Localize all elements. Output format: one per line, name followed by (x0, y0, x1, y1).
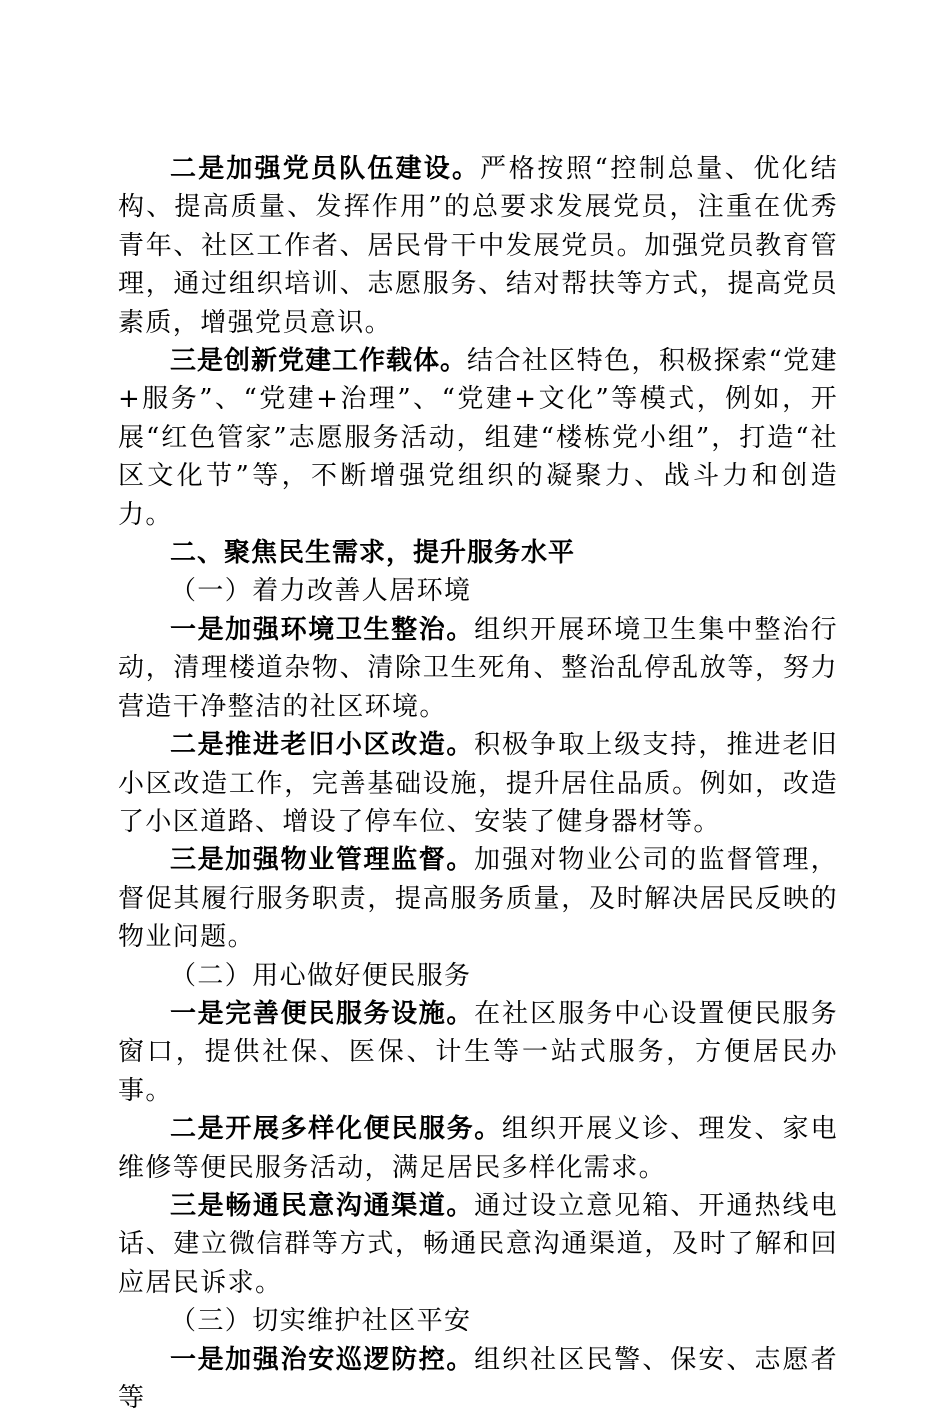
paragraph-text: 结合社区特色，积极探索“党建+服务”、“党建+治理”、“党建+文化”等模式，例如，开展“红色管家”志愿服务活动，组建“楼栋党小组”，打造“社区文化节”等，不断增强党组织的凝聚力、战斗力和创造力。 (118, 346, 838, 530)
paragraph-security-patrol (118, 1341, 838, 1417)
paragraph-service-facilities (118, 995, 838, 1110)
paragraph-lead: 一是完善便民服务设施。 (170, 998, 475, 1029)
paragraph-text: 加强对物业公司的监督管理，督促其履行服务职责，提高服务质量，及时解决居民反映的物业问题。 (118, 845, 838, 953)
paragraph-text: 组织开展环境卫生集中整治行动，清理楼道杂物、清除卫生死角、整治乱停乱放等，努力营造干净整洁的社区环境。 (118, 614, 838, 722)
paragraph-property-management (118, 841, 838, 956)
section-heading: 二、聚焦民生需求，提升服务水平 (170, 538, 576, 569)
paragraph-lead: 三是加强物业管理监督。 (170, 845, 475, 876)
subsection-heading: （一）着力改善人居环境 (170, 576, 472, 607)
paragraph-party-member-team (118, 150, 838, 342)
document-body (118, 150, 838, 1417)
paragraph-text: 通过设立意见箱、开通热线电话、建立微信群等方式，畅通民意沟通渠道，及时了解和回应居民诉求。 (118, 1190, 838, 1298)
paragraph-text: 严格按照“控制总量、优化结构、提高质量、发挥作用”的总要求发展党员，注重在优秀青年、社区工作者、居民骨干中发展党员。加强党员教育管理，通过组织培训、志愿服务、结对帮扶等方式，提高党员素质，增强党员意识。 (118, 154, 838, 338)
paragraph-text: 组织社区民警、保安、志愿者等 (118, 1344, 838, 1413)
paragraph-text: 在社区服务中心设置便民服务窗口，提供社保、医保、计生等一站式服务，方便居民办事。 (118, 998, 838, 1106)
paragraph-diverse-services (118, 1110, 838, 1187)
paragraph-communication-channels (118, 1187, 838, 1302)
paragraph-lead: 一是加强治安巡逻防控。 (170, 1344, 475, 1375)
paragraph-text: 积极争取上级支持，推进老旧小区改造工作，完善基础设施，提升居住品质。例如，改造了小区道路、增设了停车位、安装了健身器材等。 (118, 730, 838, 837)
paragraph-environment (118, 611, 838, 726)
subsection-heading: （二）用心做好便民服务 (170, 960, 472, 991)
paragraph-lead: 二是推进老旧小区改造。 (170, 730, 475, 761)
paragraph-text: 组织开展义诊、理发、家电维修等便民服务活动，满足居民多样化需求。 (118, 1114, 838, 1183)
paragraph-lead: 二是开展多样化便民服务。 (170, 1114, 502, 1145)
paragraph-lead: 三是畅通民意沟通渠道。 (170, 1190, 475, 1221)
paragraph-lead: 三是创新党建工作载体。 (170, 346, 468, 377)
paragraph-lead: 二是加强党员队伍建设。 (170, 154, 481, 184)
paragraph-party-building-carrier (118, 342, 838, 534)
subsection-heading: （三）切实维护社区平安 (170, 1306, 472, 1337)
paragraph-old-community-renovation (118, 726, 838, 841)
paragraph-lead: 一是加强环境卫生整治。 (170, 614, 475, 645)
